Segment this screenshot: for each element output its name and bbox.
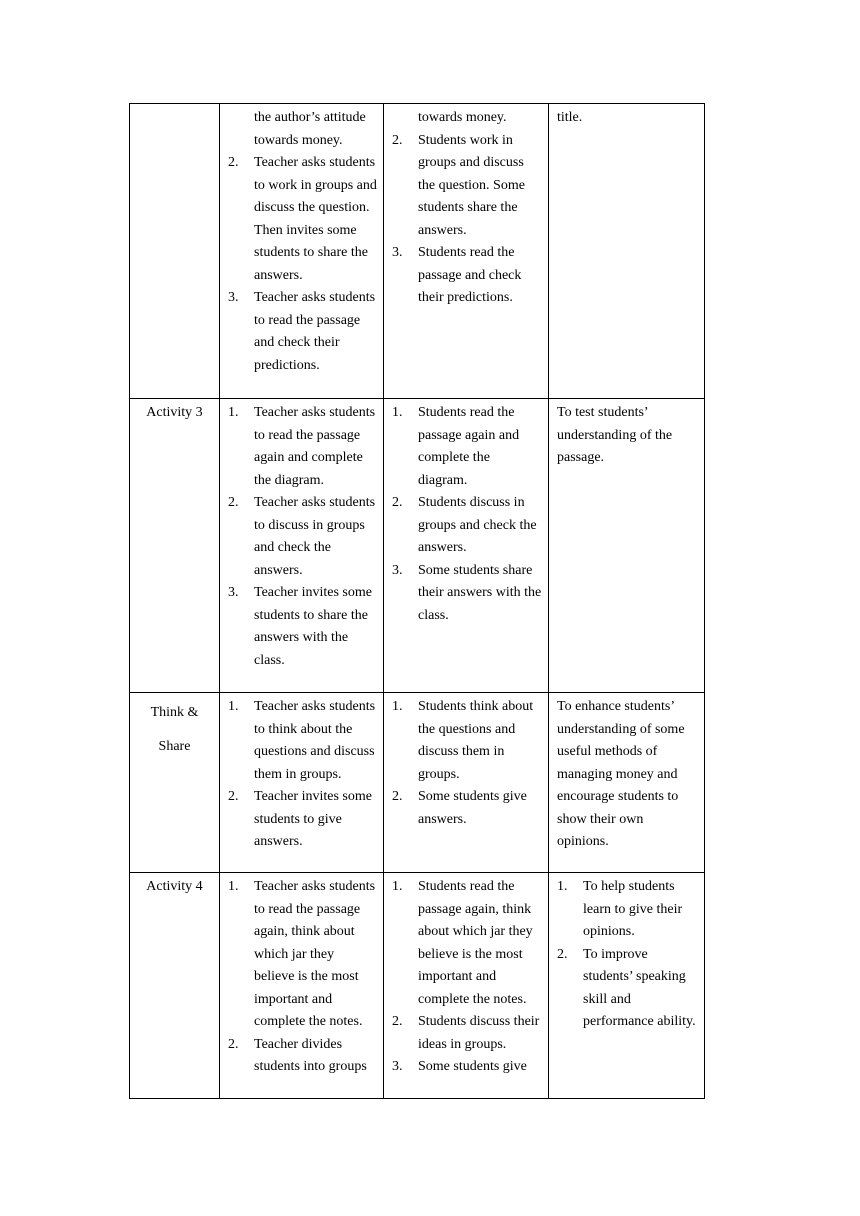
list-item: 2. Teacher asks students to discuss in groups and check the answers.: [228, 495, 376, 578]
teacher-activity-cell: [220, 104, 384, 399]
list-item: 2. Some students give answers.: [392, 789, 527, 827]
table-row: [130, 873, 705, 1099]
student-activity-cell: [384, 104, 549, 399]
lesson-plan-table: [129, 103, 705, 1099]
activity-label-line1: Think &: [150, 705, 199, 720]
activity-cell: [130, 104, 220, 399]
list-item: 3. Some students share their answers with the class.: [392, 562, 542, 623]
list-item: 1. To help students learn to give their opinions.: [557, 879, 683, 939]
activity-cell: [130, 693, 220, 873]
list-item: 3. Students read the passage and check their predictions.: [392, 245, 522, 305]
teacher-activity-cell: [220, 873, 384, 1099]
list-item: 3. Some students give: [392, 1059, 527, 1074]
activity-cell: [130, 399, 220, 693]
table-row: [130, 693, 705, 873]
purpose-cell: [549, 399, 705, 693]
purpose-cell: [549, 693, 705, 873]
list-item: 2. Students work in groups and discuss the question. Some students share the answers.: [392, 132, 525, 238]
student-activity-cell: [384, 399, 549, 693]
student-activity-cell: [384, 693, 549, 873]
student-activity-cell: [384, 873, 549, 1099]
table-row: [130, 104, 705, 399]
list-item: 2. Students discuss their ideas in groups.: [392, 1014, 540, 1052]
list-item: 2. Teacher invites some students to give answers.: [228, 789, 372, 849]
activity-cell: [130, 873, 220, 1099]
list-item: 1. Teacher asks students to read the passage again, think about which jar they believe is the most important and complete the notes.: [228, 879, 376, 1029]
teacher-activity-cell: [220, 693, 384, 873]
purpose-text: To enhance students’ understanding of some useful methods of managing money and encourage students to show their own opinions.: [557, 699, 685, 849]
list-item: 2. To improve students’ speaking skill and performance ability.: [557, 946, 696, 1029]
table-row: [130, 399, 705, 693]
list-item: 2. Students discuss in groups and check the answers.: [392, 495, 537, 555]
list-item: 1. Students read the passage again, think about which jar they believe is the most important and complete the notes.: [392, 879, 533, 1007]
activity-label: Activity 3: [146, 405, 203, 420]
teacher-activity-cell: [220, 399, 384, 693]
purpose-cell: [549, 104, 705, 399]
list-item: 3. Teacher asks students to read the passage and check their predictions.: [228, 290, 376, 373]
list-item: 2. Teacher asks students to work in groups and discuss the question. Then invites some students to share the answers.: [228, 155, 377, 283]
list-item: 1. Students think about the questions and discuss them in groups.: [392, 699, 534, 782]
list-item: 1. Students read the passage again and complete the diagram.: [392, 405, 520, 488]
list-item: towards money.: [418, 110, 507, 125]
activity-label-line2: Share: [158, 739, 191, 754]
list-item: 1. Teacher asks students to think about the questions and discuss them in groups.: [228, 699, 376, 782]
list-item: the author’s attitude towards money.: [254, 110, 366, 148]
list-item: 1. Teacher asks students to read the passage again and complete the diagram.: [228, 405, 376, 488]
list-item: 2. Teacher divides students into groups: [228, 1036, 367, 1074]
purpose-text: To test students’ understanding of the passage.: [557, 405, 673, 465]
list-item: 3. Teacher invites some students to share the answers with the class.: [228, 585, 372, 668]
purpose-text: title.: [557, 110, 583, 125]
activity-label: Activity 4: [146, 879, 203, 894]
purpose-cell: [549, 873, 705, 1099]
